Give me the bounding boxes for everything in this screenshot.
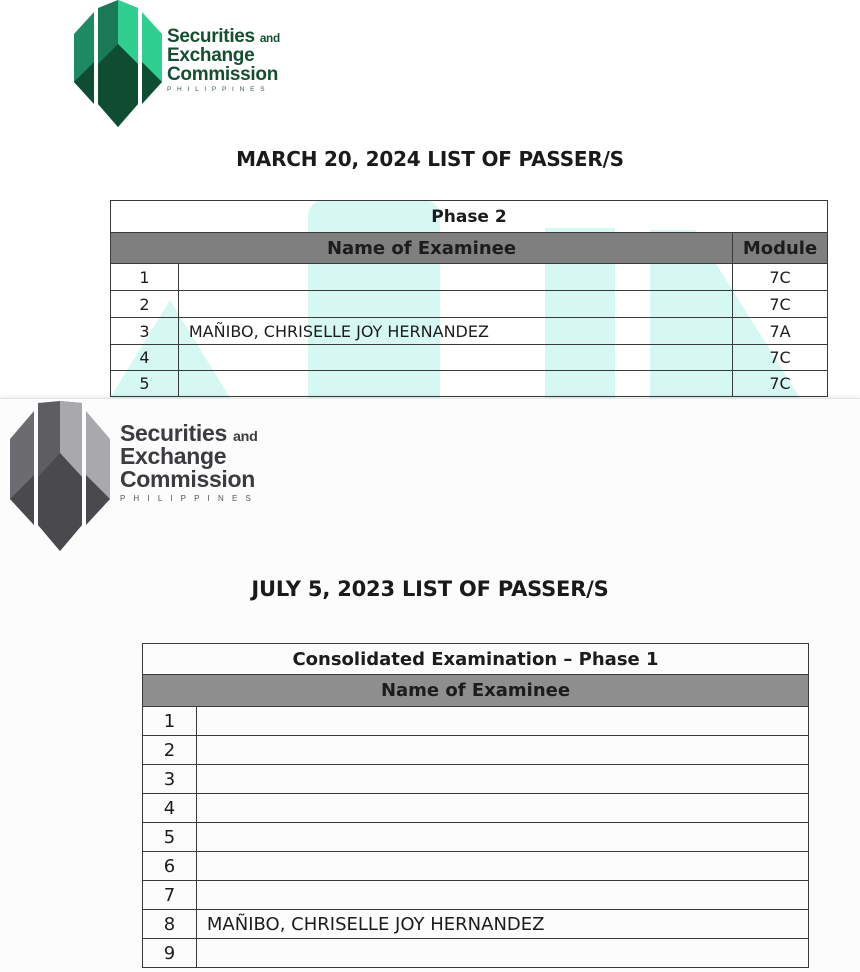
document-title: JULY 5, 2023 LIST OF PASSER/S: [251, 577, 609, 601]
row-number: 3: [143, 765, 197, 794]
document-title: MARCH 20, 2024 LIST OF PASSER/S: [236, 147, 624, 171]
table-row: [111, 264, 828, 291]
sec-logo-emblem-icon: [72, 0, 164, 128]
row-number: 2: [143, 736, 197, 765]
column-header-name: Name of Examinee: [111, 233, 733, 264]
examinee-name-redacted: [196, 707, 808, 736]
module-code: 7A: [733, 318, 828, 345]
row-number: 4: [143, 794, 197, 823]
row-number: 2: [111, 291, 179, 318]
module-code: 7C: [733, 291, 828, 318]
row-number: 8: [143, 910, 197, 939]
table-row: [111, 291, 828, 318]
sec-logo-wordmark: Securities and Exchange Commission P H I L I P P I N E S: [167, 26, 280, 93]
module-code: 7C: [733, 345, 828, 371]
table-row: [143, 939, 809, 968]
sec-logo-wordmark: Securities and Exchange Commission P H I L I P P I N E S: [120, 420, 258, 503]
table-row: [111, 371, 828, 397]
phase-2-passers-table: [110, 200, 828, 397]
table-row: [143, 852, 809, 881]
module-code: 7C: [733, 264, 828, 291]
july-2023-passers-document: [0, 398, 860, 972]
examinee-name-redacted: [196, 881, 808, 910]
examinee-name-redacted: [178, 345, 732, 371]
row-number: 6: [143, 852, 197, 881]
row-number: 9: [143, 939, 197, 968]
march-2024-passers-document: [0, 0, 860, 398]
examinee-name-redacted: [196, 823, 808, 852]
row-number: 5: [111, 371, 179, 397]
table-row: [111, 318, 828, 345]
examinee-name-redacted: [196, 736, 808, 765]
table-caption: Consolidated Examination – Phase 1: [143, 644, 809, 675]
examinee-name-redacted: [178, 291, 732, 318]
consolidated-phase-1-passers-table: [142, 643, 809, 968]
table-row: [111, 345, 828, 371]
table-row: [143, 881, 809, 910]
examinee-name: MAÑIBO, CHRISELLE JOY HERNANDEZ: [178, 318, 732, 345]
table-caption: Phase 2: [111, 201, 828, 233]
table-row: [143, 823, 809, 852]
module-code: 7C: [733, 371, 828, 397]
examinee-name: MAÑIBO, CHRISELLE JOY HERNANDEZ: [196, 910, 808, 939]
examinee-name-redacted: [178, 371, 732, 397]
row-number: 7: [143, 881, 197, 910]
table-row: [143, 765, 809, 794]
examinee-name-redacted: [196, 852, 808, 881]
examinee-name-redacted: [178, 264, 732, 291]
row-number: 1: [111, 264, 179, 291]
column-header-module: Module: [733, 233, 828, 264]
row-number: 1: [143, 707, 197, 736]
row-number: 3: [111, 318, 179, 345]
row-number: 5: [143, 823, 197, 852]
examinee-name-redacted: [196, 794, 808, 823]
sec-logo-emblem-icon: [8, 401, 112, 553]
examinee-name-redacted: [196, 939, 808, 968]
column-header-name: Name of Examinee: [143, 675, 809, 707]
table-row: [143, 794, 809, 823]
table-row: [143, 736, 809, 765]
row-number: 4: [111, 345, 179, 371]
table-row: [143, 910, 809, 939]
table-row: [143, 707, 809, 736]
examinee-name-redacted: [196, 765, 808, 794]
